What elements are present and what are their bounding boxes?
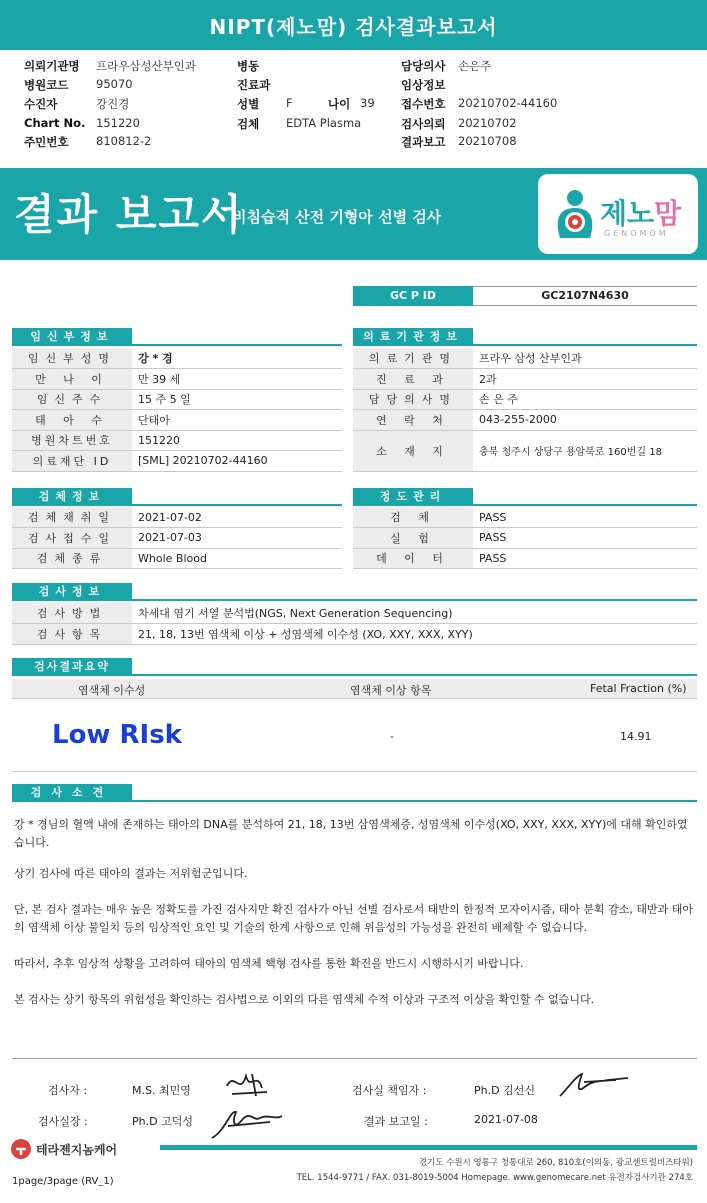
row-value: 2021-07-03	[132, 528, 342, 549]
row-value: PASS	[473, 528, 697, 549]
genomom-logo	[538, 174, 698, 254]
header-key: 수진자	[24, 97, 58, 111]
row-value: 만 39 세	[132, 369, 342, 390]
row-key: 검사항목	[12, 624, 132, 645]
tester-signature	[222, 1066, 272, 1100]
section-summary-title: 검사결과요약	[12, 658, 132, 676]
age-label: 나이	[328, 97, 351, 111]
header-value: F	[286, 96, 293, 110]
age-value: 39	[360, 96, 375, 110]
row-key: 진 료 과	[353, 369, 473, 390]
section-summary	[12, 658, 697, 676]
row-key: 의료기관명	[353, 348, 473, 369]
banner-title: 결과 보고서	[14, 190, 244, 239]
section-pregnant-title: 임신부정보	[12, 328, 132, 346]
table-row	[353, 528, 697, 549]
section-specimen	[12, 488, 342, 506]
result-banner	[0, 168, 707, 260]
risk-result: Low RIsk	[52, 720, 182, 750]
header-key: 담당의사	[401, 59, 446, 73]
tester-name: M.S. 최민영	[132, 1084, 191, 1097]
header-key: 주민번호	[24, 135, 69, 149]
row-value: 2과	[473, 369, 697, 390]
gcp-id-value: GC2107N4630	[473, 286, 697, 306]
test-table	[12, 603, 697, 645]
section-qc	[353, 488, 697, 506]
row-key: 실 험	[353, 528, 473, 549]
table-row	[12, 548, 342, 569]
lab-head-name: Ph.D 김선신	[474, 1084, 535, 1097]
section-test-title: 검사정보	[12, 583, 132, 601]
address-line: 경기도 수원시 영통구 청통대로 260, 810호(이의동, 광교센트럴비즈타워)	[418, 1158, 693, 1168]
institution-table	[353, 348, 697, 472]
header-key: 결과보고	[401, 135, 446, 149]
row-key: 병원차트번호	[12, 430, 132, 451]
table-row	[12, 603, 697, 624]
row-key: 임신부성명	[12, 348, 132, 369]
row-key: 의료재단 ID	[12, 451, 132, 472]
section-institution-title: 의료기관정보	[353, 328, 473, 346]
lab-chief-name: Ph.D 고덕성	[132, 1115, 193, 1128]
table-row	[12, 624, 697, 645]
section-qc-title: 정도관리	[353, 488, 473, 506]
header-key: 검체	[237, 117, 260, 131]
header-value: 20210702	[458, 116, 517, 130]
header-key: 성별	[237, 97, 260, 111]
header-key: 검사의뢰	[401, 117, 446, 131]
pregnant-table	[12, 348, 342, 472]
patient-header	[0, 50, 707, 168]
lab-head-label: 검사실 책임자 :	[352, 1084, 427, 1097]
gcp-id-row	[353, 286, 697, 306]
row-value: 충북 청주시 상당구 용암북로 160번길 18	[473, 430, 697, 471]
summary-row	[12, 700, 697, 772]
row-value: 강 * 경	[132, 348, 342, 369]
summary-col-fetal-fraction: Fetal Fraction (%)	[590, 682, 687, 695]
opinion-paragraph: 단, 본 검사 결과는 매우 높은 정확도를 가진 검사지만 확진 검사가 아닌 선별 검사로서 태반의 한정적 모자이시즘, 태아 분획 감소, 태반과 태아의 염색체 이상 불일치 등의 임상적인 요인 및 기술의 한계 사항으로 인해 위음성의 가능성을 완전히 배제할 수 없습니다.	[14, 903, 693, 934]
report-date-value: 2021-07-08	[474, 1113, 538, 1126]
row-key: 태 아 수	[12, 410, 132, 431]
table-row	[12, 410, 342, 431]
row-key: 검체종류	[12, 548, 132, 569]
header-key: 병원코드	[24, 78, 69, 92]
page-number: 1page/3page (RV_1)	[12, 1176, 114, 1187]
table-row	[353, 348, 697, 369]
table-row	[353, 507, 697, 528]
qc-table	[353, 507, 697, 569]
table-row	[353, 430, 697, 471]
summary-col-abnormal: 염색체 이상 항목	[350, 684, 432, 697]
row-key: 검 체	[353, 507, 473, 528]
row-value: 043-255-2000	[473, 410, 697, 431]
row-key: 임신주수	[12, 389, 132, 410]
row-key: 소 재 지	[353, 430, 473, 471]
section-specimen-title: 검체정보	[12, 488, 132, 506]
abnormal-items-value: -	[390, 730, 394, 743]
summary-header	[12, 679, 697, 699]
summary-col-aneuploidy: 염색체 이수성	[78, 684, 146, 697]
table-row	[353, 389, 697, 410]
opinion-paragraph: 따라서, 추후 임상적 상황을 고려하여 태아의 염색체 핵형 검사를 통한 확진을 반드시 시행하시기 바랍니다.	[14, 957, 524, 970]
opinion-paragraph: 상기 검사에 따른 태아의 결과는 저위험군입니다.	[14, 867, 248, 880]
header-key: 의뢰기관명	[24, 59, 80, 73]
header-value: 95070	[96, 77, 133, 91]
banner-subtitle: 비침습적 산전 기형아 선별 검사	[232, 208, 442, 226]
header-key: 진료과	[237, 78, 271, 92]
header-value: 20210702-44160	[458, 96, 558, 110]
report-title: NIPT(제노맘) 검사결과보고서	[0, 0, 707, 50]
table-row	[353, 548, 697, 569]
table-row	[12, 389, 342, 410]
row-key: 검사방법	[12, 603, 132, 624]
table-row	[12, 369, 342, 390]
row-value: 21, 18, 13번 염색체 이상 + 성염색체 이수성 (XO, XXY, XXX, XYY)	[132, 624, 697, 645]
opinion-paragraph: 강 * 경님의 혈액 내에 존재하는 태아의 DNA를 분석하여 21, 18, 13번 삼염색체증, 성염색체 이수성(XO, XXY, XXX, XYY)에 대해 확인하였습니다.	[14, 818, 688, 849]
fetal-fraction-value: 14.91	[620, 730, 652, 743]
section-test	[12, 583, 697, 601]
footer-bar	[160, 1145, 697, 1150]
logo-text: 제노맘	[600, 197, 682, 230]
table-row	[12, 430, 342, 451]
section-institution	[353, 328, 697, 346]
gcp-id-label: GC P ID	[353, 286, 473, 306]
row-value: PASS	[473, 548, 697, 569]
header-value: EDTA Plasma	[286, 116, 362, 130]
header-value: 151220	[96, 116, 140, 130]
table-row	[12, 348, 342, 369]
section-opinion-title: 검사소견	[12, 784, 132, 802]
footer-address	[297, 1156, 693, 1186]
lab-chief-label: 검사실장 :	[38, 1115, 88, 1128]
row-key: 검체채취일	[12, 507, 132, 528]
table-row	[12, 528, 342, 549]
company-name: 테라젠지놈케어	[36, 1142, 118, 1157]
row-key: 데 이 터	[353, 548, 473, 569]
section-pregnant	[12, 328, 342, 346]
header-value: 강진경	[96, 97, 130, 111]
table-row	[12, 507, 342, 528]
header-key: 접수번호	[401, 97, 446, 111]
row-value: [SML] 20210702-44160	[132, 451, 342, 472]
row-value: 2021-07-02	[132, 507, 342, 528]
contact-line: TEL. 1544-9771 / FAX. 031-8019-5004 Homepage. www.genomecare.net 유전자검사기관 274호	[296, 1173, 693, 1183]
specimen-table	[12, 507, 342, 569]
row-value: 프라우 삼성 산부인과	[473, 348, 697, 369]
report-date-label: 결과 보고일 :	[364, 1115, 428, 1128]
row-value: Whole Blood	[132, 548, 342, 569]
signature-divider	[12, 1058, 697, 1059]
row-value: 151220	[132, 430, 342, 451]
row-value: 손 은 주	[473, 389, 697, 410]
table-row	[353, 369, 697, 390]
row-key: 검사접수일	[12, 528, 132, 549]
opinion-text	[14, 816, 696, 1022]
header-value: 20210708	[458, 134, 517, 148]
section-opinion	[12, 784, 697, 802]
header-key: Chart No.	[24, 116, 86, 130]
header-value: 810812-2	[96, 134, 152, 148]
terragen-logo	[10, 1138, 117, 1160]
row-key: 담당의사명	[353, 389, 473, 410]
header-value: 손은주	[458, 59, 492, 73]
table-row	[353, 410, 697, 431]
logo-subtext: GENOMOM	[604, 229, 669, 238]
table-row	[12, 451, 342, 472]
lab-head-signature	[556, 1068, 632, 1102]
row-key: 만 나 이	[12, 369, 132, 390]
genomom-mother-icon	[552, 188, 598, 240]
header-key: 병동	[237, 59, 260, 73]
row-value: 차세대 염기 서열 분석법(NGS, Next Generation Sequencing)	[132, 603, 697, 624]
row-value: 단태아	[132, 410, 342, 431]
header-key: 임상정보	[401, 78, 446, 92]
header-value: 프라우삼성산부인과	[96, 59, 196, 73]
opinion-paragraph: 본 검사는 상기 항목의 위험성을 확인하는 검사법으로 이외의 다른 염색체 수적 이상과 구조적 이상을 확인할 수 없습니다.	[14, 993, 595, 1006]
lab-chief-signature	[206, 1100, 286, 1144]
row-value: 15 주 5 일	[132, 389, 342, 410]
row-key: 연 락 처	[353, 410, 473, 431]
row-value: PASS	[473, 507, 697, 528]
tester-label: 검사자 :	[48, 1084, 88, 1097]
terragen-logo-icon	[10, 1138, 32, 1160]
